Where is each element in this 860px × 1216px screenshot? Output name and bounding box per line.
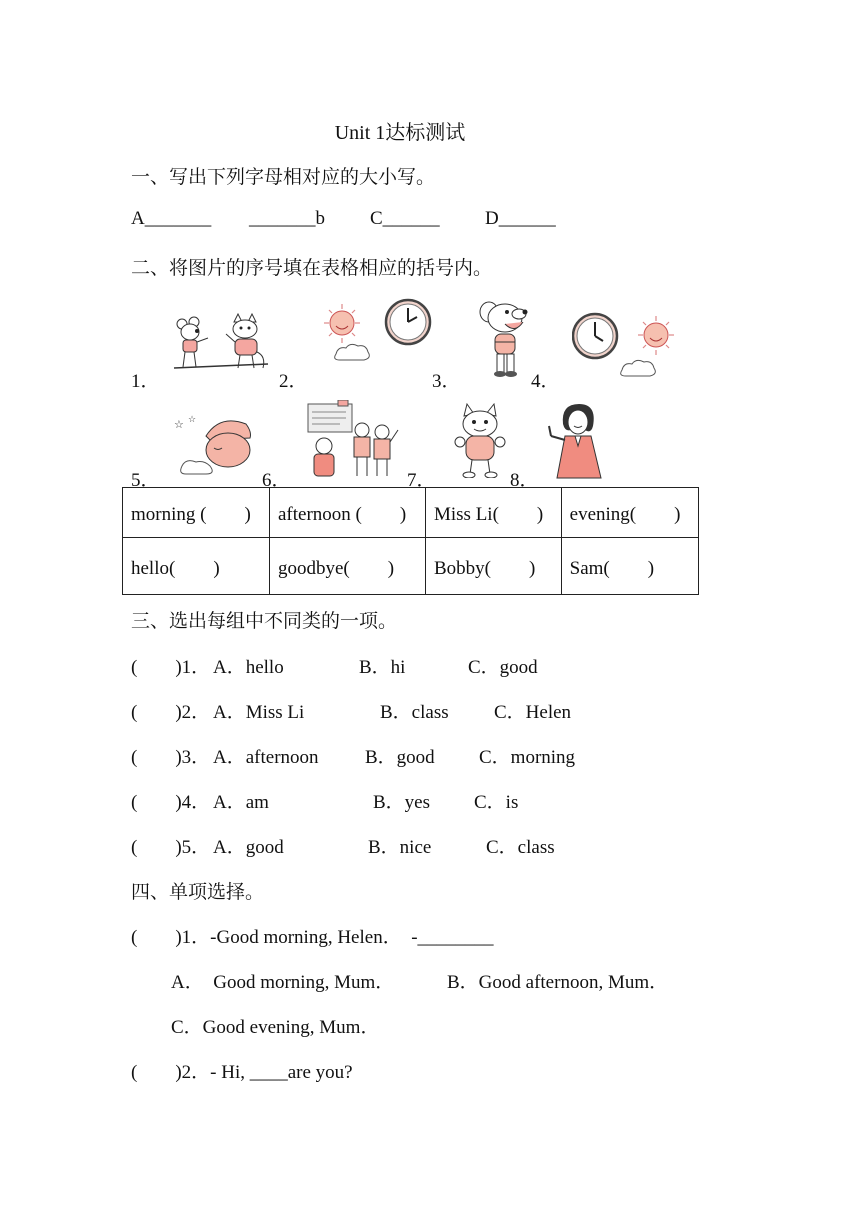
woman-waving-picture xyxy=(545,400,615,480)
picture-number-1: 1． xyxy=(131,371,160,392)
mouse-and-cat-picture xyxy=(168,312,276,378)
option-b: B．yes xyxy=(373,792,431,813)
question-number: ( )1． xyxy=(131,657,211,678)
question-number: ( )4． xyxy=(131,792,211,813)
page-title: Unit 1达标测试 xyxy=(334,122,466,144)
table-cell[interactable]: Sam( ) xyxy=(561,538,698,595)
option-a: A．hello xyxy=(213,657,284,678)
letter-item-2: _______b xyxy=(249,208,325,229)
table-cell[interactable]: goodbye( ) xyxy=(269,538,425,595)
question-number: ( )2． xyxy=(131,702,211,723)
svg-text:☆: ☆ xyxy=(188,415,197,425)
cat-picture xyxy=(452,402,510,478)
option-c: C．is xyxy=(474,792,519,813)
option-a: A． Good morning, Mum． xyxy=(171,972,395,993)
picture-number-6: 6． xyxy=(262,470,291,491)
question-stem: ( )1．-Good morning, Helen． -________ xyxy=(131,927,494,948)
question-number: ( )3． xyxy=(131,747,211,768)
option-a: A．am xyxy=(213,792,269,813)
section3-heading: 三、选出每组中不同类的一项。 xyxy=(131,611,398,632)
question-stem: ( )2．- Hi, ____are you? xyxy=(131,1062,353,1083)
letter-item-1: A_______ xyxy=(131,208,212,229)
picture-number-3: 3． xyxy=(432,371,461,392)
table-cell[interactable]: Miss Li( ) xyxy=(425,488,561,538)
svg-text:☆: ☆ xyxy=(174,418,184,431)
question-number: ( )5． xyxy=(131,837,211,858)
option-c: C．Good evening, Mum． xyxy=(171,1017,380,1038)
option-c: C．class xyxy=(486,837,555,858)
option-b: B．good xyxy=(365,747,435,768)
picture-number-4: 4． xyxy=(531,371,560,392)
option-b: B．hi xyxy=(359,657,406,678)
option-b: B．nice xyxy=(368,837,432,858)
children-waving-picture xyxy=(300,400,408,480)
option-c: C．Helen xyxy=(494,702,572,723)
clock-and-sun-picture xyxy=(572,312,680,380)
letter-item-3: C______ xyxy=(370,208,440,229)
picture-number-7: 7． xyxy=(407,470,436,491)
matching-table xyxy=(122,487,699,595)
picture-number-2: 2． xyxy=(279,371,308,392)
table-cell[interactable]: Bobby( ) xyxy=(425,538,561,595)
letter-item-4: D______ xyxy=(485,208,556,229)
sleeping-boy-picture xyxy=(170,408,256,478)
table-cell[interactable]: hello( ) xyxy=(123,538,270,595)
picture-number-8: 8． xyxy=(510,470,539,491)
dog-picture xyxy=(475,298,533,380)
option-a: A．Miss Li xyxy=(213,702,305,723)
sun-and-clock-picture xyxy=(322,298,434,368)
table-row xyxy=(123,488,699,538)
option-c: C．good xyxy=(468,657,538,678)
table-cell[interactable]: afternoon ( ) xyxy=(269,488,425,538)
option-b: B．class xyxy=(380,702,449,723)
section1-heading: 一、写出下列字母相对应的大小写。 xyxy=(131,167,436,188)
option-a: A．good xyxy=(213,837,284,858)
option-b: B．Good afternoon, Mum． xyxy=(447,972,669,993)
picture-number-5: 5． xyxy=(131,470,160,491)
option-a: A．afternoon xyxy=(213,747,319,768)
section4-heading: 四、单项选择。 xyxy=(131,882,265,903)
table-cell[interactable]: morning ( ) xyxy=(123,488,270,538)
section2-heading: 二、将图片的序号填在表格相应的括号内。 xyxy=(131,258,493,279)
table-cell[interactable]: evening( ) xyxy=(561,488,698,538)
table-row xyxy=(123,538,699,595)
option-c: C．morning xyxy=(479,747,576,768)
